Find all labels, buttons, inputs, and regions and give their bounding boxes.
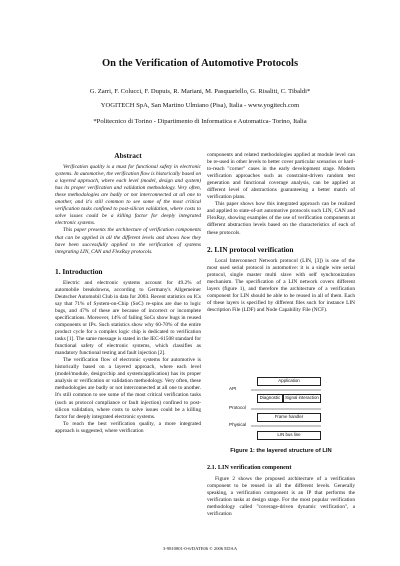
abstract-heading: Abstract <box>114 151 142 160</box>
lin-paragraph: Local Interconnect Network protocol (LIN, [3]) is one of the most used serial protocol in automotive: it is a single wire serial protocol, single master multi slave with self synchronization mechanism. The specification of a LIN network covers different layers (figure 1), and therefore the architecture of a verification component for LIN should be able to be reused in all of them. Each of these layers is specified by different files such for instance LIN description File (LDF) and Node Capability File (NCF). <box>207 257 355 313</box>
right-paragraph-1: This paper shows how this integrated approach can be realized and applied to state-of-art automotive protocols such LIN, CAN and FlexRay, showing examples of the use of verification components at different abstraction levels based on the characteristics of each of these protocols. <box>207 201 355 236</box>
figure-box-signal: Signal interaction <box>283 394 321 403</box>
lin-section-heading: 2. LIN protocol verification <box>207 244 294 254</box>
intro-paragraph-1: Electric and electronic systems account for 49.2% of automobile breakdowns, according to Germany's Allgemeiner Deutscher Automobil Club in data for 2003. Recent statistics on ICs say that 71% of System-on-Chip (SoC) re-spins are due to logic bugs, and 47% of these are because of incorrect or incomplete specifications. Moreover, 14% of failing SoCs show bugs in reused components or IPs. Such statistics show why 60-70% of the entire product cycle for a complex logic chip is dedicated to verification tasks [1]. The same message is stated in the IEC-61508 standard for functional safety of electronic systems, which classifies as mandatory functional testing and fault injection [2]. <box>55 279 201 357</box>
figure-box-diagnostic: Diagnostic <box>257 394 283 403</box>
figure-box-frame-handler: Frame handler <box>257 413 321 422</box>
lin-subsection-heading: 2.1. LIN verification component <box>207 464 292 471</box>
abstract-paragraph-2: This paper presents the architecture of verification components that can be applied in all the different levels and shows how they have been successfully applied to the verification of systems integrating LIN, CAN and FlexRay protocols. <box>55 227 201 255</box>
figure-lin-layers <box>227 376 343 444</box>
introduction-heading: 1. Introduction <box>55 266 103 276</box>
paper-title: On the Verification of Automotive Protocols <box>101 58 299 69</box>
affiliation-1: YOGITECH SpA, San Martino Ulmiano (Pisa), Italia - www.yogitech.com <box>100 102 300 109</box>
figure-label-protocol: Protocol <box>229 405 246 410</box>
figure-box-application: Application <box>257 377 321 386</box>
right-column-lower <box>207 464 355 518</box>
author-list: G. Zarri, F. Colucci, F. Dupuis, R. Mariani, M. Pasquariello, G. Risaliti, C. Tibaldi* <box>89 88 311 95</box>
figure-label-physical: Physical <box>229 422 247 427</box>
figure-label-api: API <box>229 386 237 391</box>
intro-paragraph-2: The verification flow of electronic systems for automotive is historically based on a layered approach, where each level (model/module, design/chip and system/application) has its proper analysis or verification or validation methodology. Very often, these methodologies are badly or not interconnected at all one to another. It's still common to see some of the most critical verification tasks (such as protocol compliance or fault injection) confined to post-silicon validation, where costs to solve issues could be a killing factor for deeply integrated electronic systems. <box>55 357 201 420</box>
right-paragraph-0: components and related methodologies applied at module level can be re-used in other levels to better cover particular scenarios or hard-to-reach "corner" cases in the early development stage. Modern verification approaches such as constraint-driven random test generation and functional coverage analysis, can be applied at different level of abstractions guaranteeing a better match of verification plans. <box>207 152 355 201</box>
left-column <box>55 152 201 435</box>
intro-paragraph-3: To reach the best verification quality, a more integrated approach is suggested, where verification <box>55 420 201 434</box>
figure-box-bus-line: LIN bus line <box>257 431 321 440</box>
lin-component-paragraph: Figure 2 shows the proposed architecture of a verification component to be reused in all the different levels. Generally speaking, a verification component is an IP that performs the verification tasks at design stage. For the most popular verification methodology called "coverage-driven dynamic verification", a verification <box>207 476 355 518</box>
page-footer: 3-9810801-0-6/DATE06 © 2006 EDAA <box>162 546 238 551</box>
right-column <box>207 152 355 314</box>
abstract-paragraph-1: Verification quality is a must for functional safety in electronic systems. In automotive, the verification flow is historically based on a layered approach, where each level (model, design and system) has its proper verification and validation methodology. Very often, these methodologies are badly or not interconnected at all one to another, and it's still common to see some of the most critical verification tasks confined to post-silicon validation, where costs to solve issues could be a killing factor for deeply integrated electronic systems. <box>55 164 201 227</box>
affiliation-2: *Politecnico di Torino - Dipartimento di Informatica e Automatica- Torino, Italia <box>93 118 307 125</box>
figure-caption: Figure 1: the layered structure of LIN <box>230 448 332 454</box>
